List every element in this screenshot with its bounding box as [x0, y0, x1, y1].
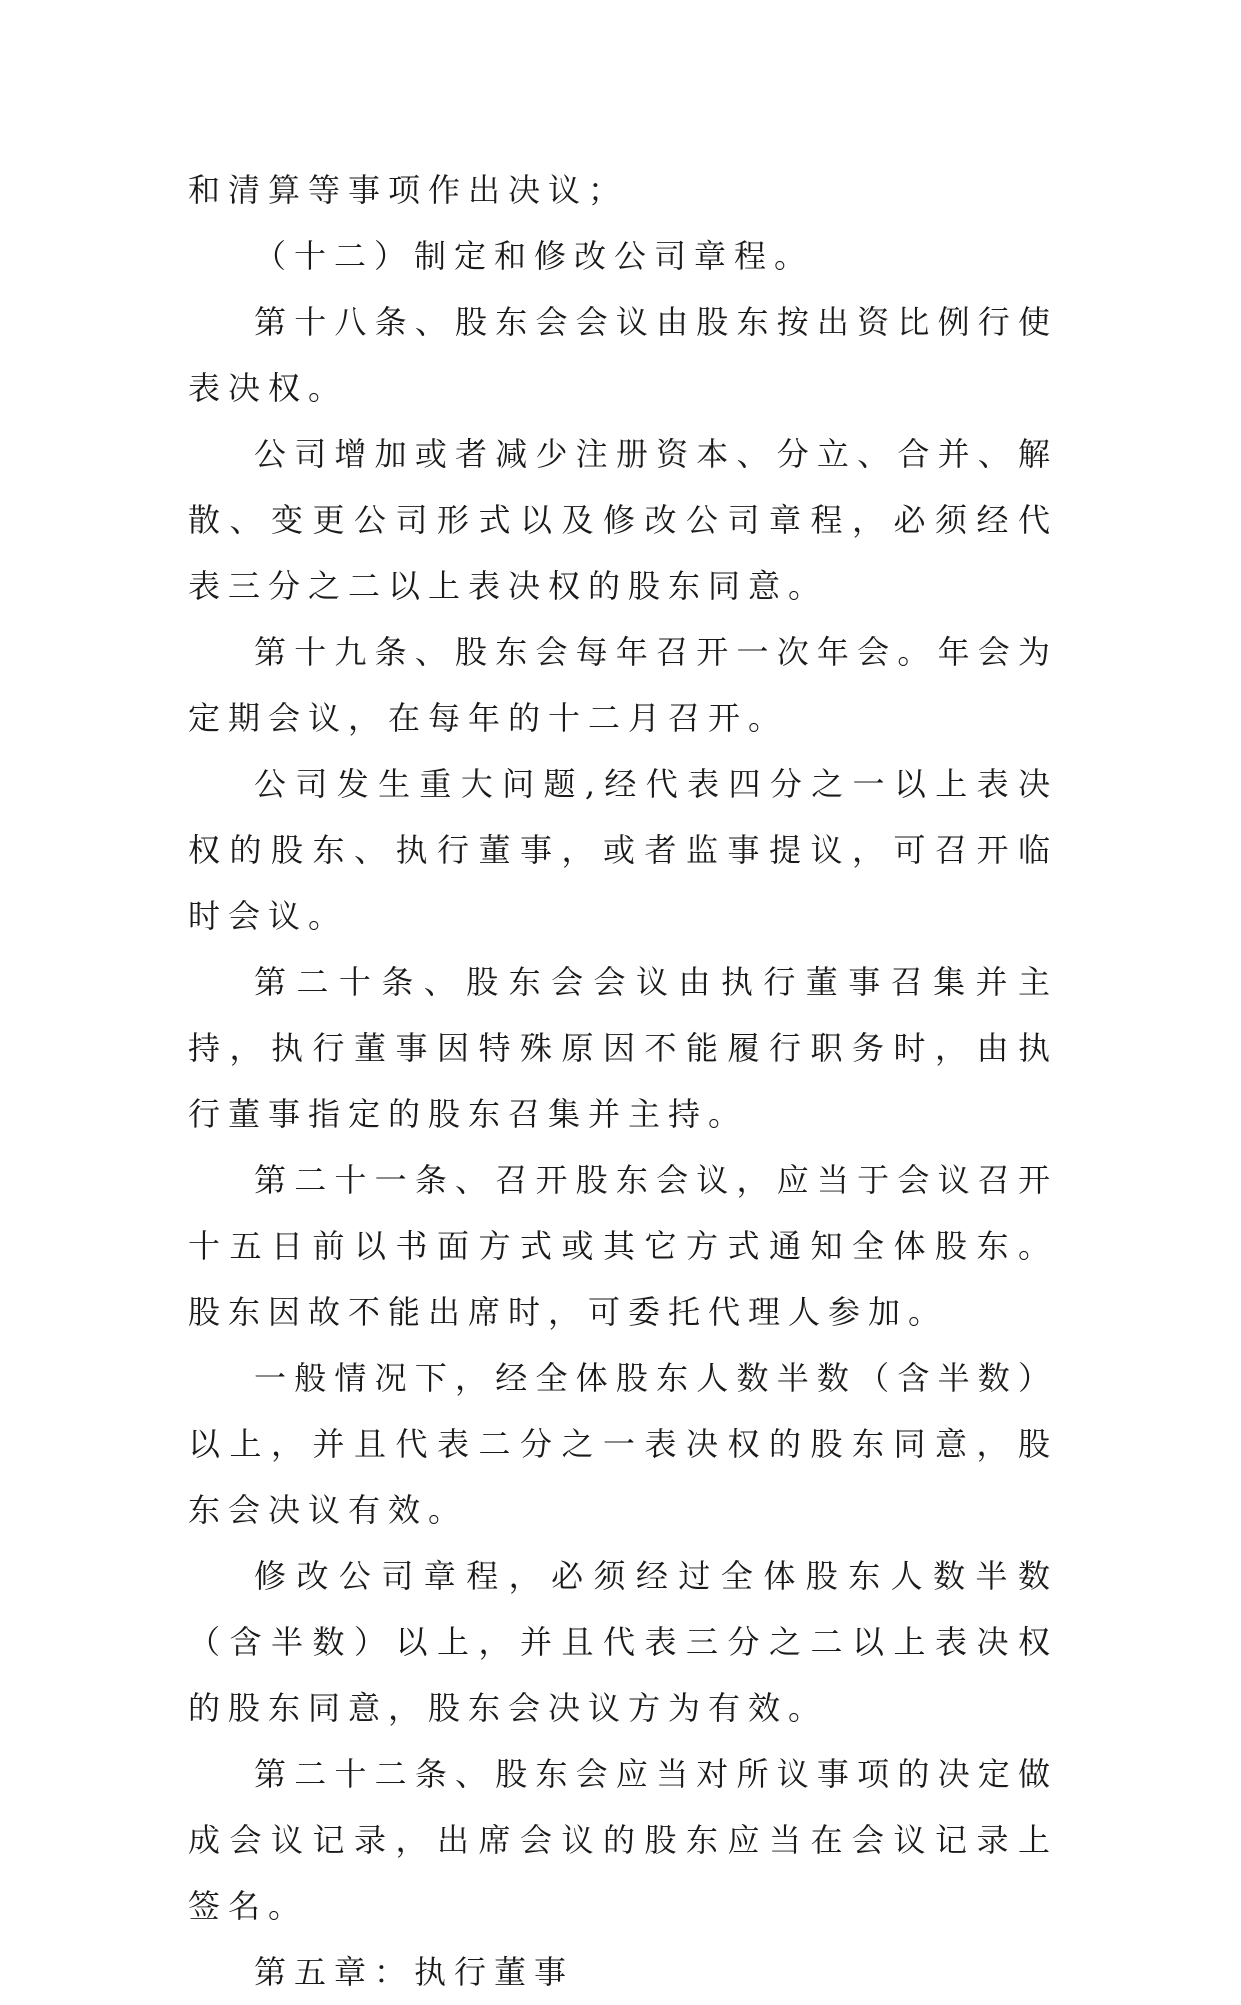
- paragraph-general-resolution: 一般情况下，经全体股东人数半数（含半数）以上，并且代表二分之一表决权的股东同意，股东会决议有效。: [188, 1359, 1058, 1529]
- paragraph-amend-articles: 修改公司章程，必须经过全体股东人数半数（含半数）以上，并且代表三分之二以上表决权的股东同意，股东会决议方为有效。: [188, 1557, 1058, 1727]
- chapter-heading: 第五章：执行董事: [254, 1953, 575, 1991]
- document-body: [188, 157, 1058, 2005]
- paragraph-article-19: 第十九条、股东会每年召开一次年会。年会为定期会议，在每年的十二月召开。: [188, 633, 1058, 737]
- paragraph-article-21: 第二十一条、召开股东会议，应当于会议召开十五日前以书面方式或其它方式通知全体股东。股东因故不能出席时，可委托代理人参加。: [188, 1161, 1058, 1331]
- paragraph-article-18: 第十八条、股东会会议由股东按出资比例行使表决权。: [188, 303, 1058, 407]
- paragraph-article-22: 第二十二条、股东会应当对所议事项的决定做成会议记录，出席会议的股东应当在会议记录上签名。: [188, 1755, 1058, 1925]
- paragraph-interim-meeting: 公司发生重大问题,经代表四分之一以上表决权的股东、执行董事，或者监事提议，可召开临时会议。: [188, 765, 1058, 935]
- paragraph-continuation: 和清算等事项作出决议；: [188, 171, 629, 209]
- paragraph-article-20: 第二十条、股东会会议由执行董事召集并主持，执行董事因特殊原因不能履行职务时，由执行董事指定的股东召集并主持。: [188, 963, 1058, 1133]
- paragraph-item-12: （十二）制定和修改公司章程。: [254, 237, 815, 275]
- paragraph-capital-change: 公司增加或者减少注册资本、分立、合并、解散、变更公司形式以及修改公司章程，必须经代表三分之二以上表决权的股东同意。: [188, 435, 1058, 605]
